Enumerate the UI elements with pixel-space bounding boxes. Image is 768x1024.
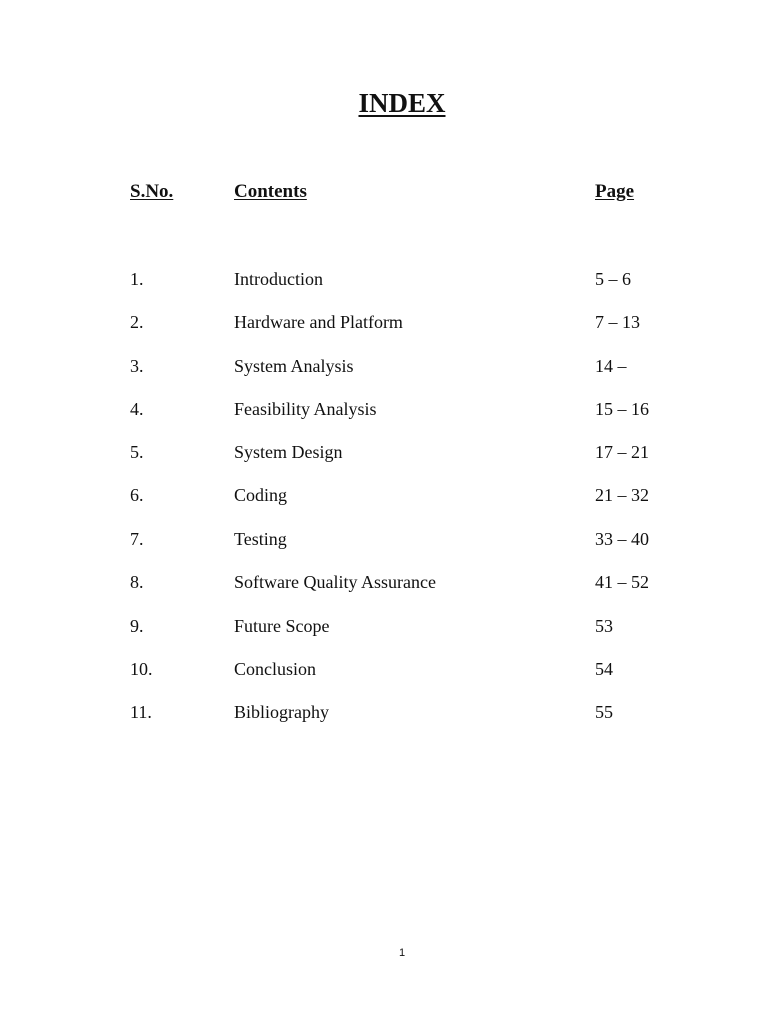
row-sno: 4.	[130, 399, 144, 419]
index-row	[0, 572, 768, 598]
index-header-row	[0, 181, 768, 207]
row-sno: 9.	[130, 616, 144, 636]
index-row	[0, 529, 768, 555]
row-contents: Introduction	[234, 269, 323, 289]
row-sno: 1.	[130, 269, 144, 289]
row-page: 15 – 16	[595, 399, 649, 419]
row-contents: Software Quality Assurance	[234, 572, 436, 592]
row-page: 55	[595, 702, 613, 722]
row-sno: 7.	[130, 529, 144, 549]
row-contents: Coding	[234, 485, 288, 505]
row-contents: Future Scope	[234, 616, 330, 636]
row-page: 41 – 52	[595, 572, 649, 592]
row-sno: 5.	[130, 442, 144, 462]
index-row	[0, 312, 768, 338]
index-row	[0, 485, 768, 511]
row-page: 33 – 40	[595, 529, 649, 549]
row-page: 14 –	[595, 356, 627, 376]
index-row	[0, 702, 768, 728]
row-page: 53	[595, 616, 613, 636]
row-contents: Feasibility Analysis	[234, 399, 377, 419]
page-number: 1	[398, 947, 406, 959]
row-page: 5 – 6	[595, 269, 631, 289]
row-contents: Conclusion	[234, 659, 317, 679]
index-row	[0, 269, 768, 295]
page-title: INDEX	[358, 88, 446, 118]
index-row	[0, 659, 768, 685]
row-page: 7 – 13	[595, 312, 640, 332]
row-sno: 3.	[130, 356, 144, 376]
row-sno: 11.	[130, 702, 152, 722]
row-contents: Bibliography	[234, 702, 329, 722]
row-contents: System Analysis	[234, 356, 354, 376]
index-row	[0, 442, 768, 468]
row-contents: Testing	[234, 529, 287, 549]
row-sno: 10.	[130, 659, 153, 679]
row-page: 17 – 21	[595, 442, 649, 462]
row-sno: 8.	[130, 572, 144, 592]
row-contents: Hardware and Platform	[234, 312, 403, 332]
row-contents: System Design	[234, 442, 343, 462]
row-page: 21 – 32	[595, 485, 649, 505]
header-sno: S.No.	[130, 181, 174, 202]
row-sno: 6.	[130, 485, 144, 505]
index-row	[0, 356, 768, 382]
row-page: 54	[595, 659, 613, 679]
header-page: Page	[595, 181, 635, 202]
index-row	[0, 399, 768, 425]
index-row	[0, 616, 768, 642]
row-sno: 2.	[130, 312, 144, 332]
header-contents: Contents	[234, 181, 307, 202]
